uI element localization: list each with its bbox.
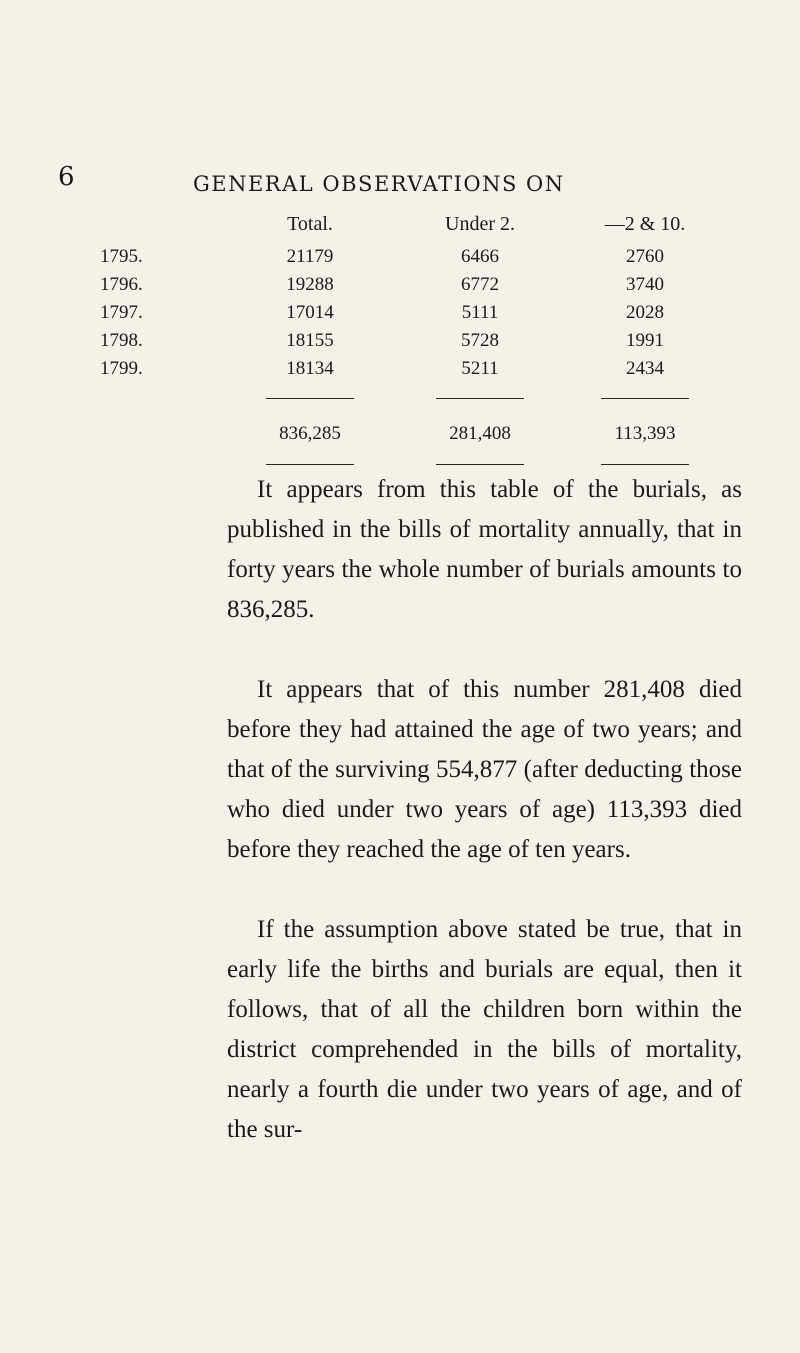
table-row xyxy=(100,327,720,355)
cell-two-to-ten: 2434 xyxy=(626,358,664,379)
cell-total: 17014 xyxy=(286,302,334,323)
bottom-rule xyxy=(601,464,689,465)
cell-total: 18155 xyxy=(286,330,334,351)
cell-two-to-ten: 2760 xyxy=(626,246,664,267)
table-row xyxy=(100,355,720,383)
sum-rule xyxy=(436,398,524,399)
header-under-two: Under 2. xyxy=(445,212,515,235)
cell-under-two: 6772 xyxy=(461,274,499,295)
cell-year: 1796. xyxy=(100,274,143,295)
header-year xyxy=(100,205,230,243)
sum-rule xyxy=(266,398,354,399)
cell-under-two: 5111 xyxy=(461,302,499,323)
cell-year: 1799. xyxy=(100,358,143,379)
table-row xyxy=(100,243,720,271)
cell-under-two: 5728 xyxy=(461,330,499,351)
totals-row xyxy=(100,405,720,449)
cell-under-two: 6466 xyxy=(461,246,499,267)
cell-two-to-ten: 3740 xyxy=(626,274,664,295)
running-head: GENERAL OBSERVATIONS ON xyxy=(193,172,565,196)
table-header-row xyxy=(100,205,720,243)
burials-table xyxy=(100,205,720,471)
paragraph: It appears that of this number 281,408 died before they had attained the age of two years; and that of the surviving 554,877 (after deducting those who died under two years of age) 113,393 died before they reached the age of ten years. xyxy=(227,676,742,863)
header-two-to-ten: —2 & 10. xyxy=(604,212,686,235)
paragraph: It appears from this table of the burials, as published in the bills of mortality annually, that in forty years the whole number of burials amounts to 836,285. xyxy=(227,476,742,623)
sum-rule-row xyxy=(100,383,720,405)
page-number: 6 xyxy=(58,162,75,192)
cell-under-two: 5211 xyxy=(461,358,499,379)
table-row xyxy=(100,299,720,327)
total-two-to-ten: 113,393 xyxy=(614,423,676,444)
sum-rule xyxy=(601,398,689,399)
cell-year: 1795. xyxy=(100,246,143,267)
bottom-rule xyxy=(436,464,524,465)
bottom-rule-row xyxy=(100,449,720,471)
bottom-rule xyxy=(266,464,354,465)
cell-total: 18134 xyxy=(286,358,334,379)
cell-year: 1797. xyxy=(100,302,143,323)
total-total: 836,285 xyxy=(279,423,341,444)
cell-two-to-ten: 1991 xyxy=(626,330,664,351)
table-row xyxy=(100,271,720,299)
cell-total: 19288 xyxy=(286,274,334,295)
header-total: Total. xyxy=(287,212,333,235)
body-text xyxy=(227,470,742,1190)
paragraph: If the assumption above stated be true, that in early life the births and burials are equal, then it follows, that of all the children born within the district comprehended in the bills of mortality, nearly a fourth die under two years of age, and of the sur- xyxy=(227,916,742,1143)
total-under-two: 281,408 xyxy=(449,423,511,444)
cell-total: 21179 xyxy=(286,246,334,267)
cell-two-to-ten: 2028 xyxy=(626,302,664,323)
cell-year: 1798. xyxy=(100,330,143,351)
